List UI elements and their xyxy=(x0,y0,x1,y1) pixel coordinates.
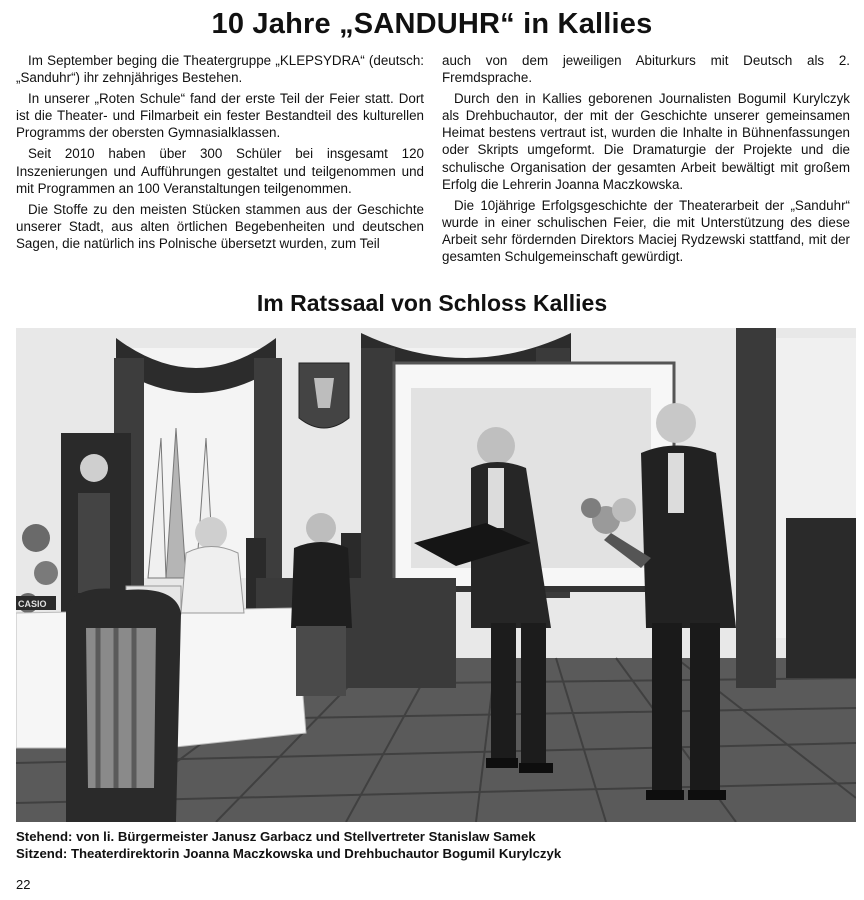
paragraph: Durch den in Kallies geborenen Journalisten Bogumil Kurylczyk als Drehbuchautor, der mit der Geschichte unserer gemeinsamen Heimat bestens vertraut ist, wurden die Inhalte in Bühnenfassungen oder Skripts umgeformt. Die Dramaturgie der Projekte und die schulische Organisation der gesamten Arbeit bewältigt mit großem Erfolg die Lehrerin Joanna Maczkowska. xyxy=(442,91,850,192)
event-photo xyxy=(16,328,856,822)
page-number: 22 xyxy=(16,877,31,892)
section-subtitle: Im Ratssaal von Schloss Kallies xyxy=(256,290,608,316)
paragraph: Die Stoffe zu den meisten Stücken stammen aus der Geschichte unserer Stadt, aus alten örtlichen Begebenheiten und deutschen Sagen, die natürlich ins Polnische übersetzt wurden, zum Teil xyxy=(16,201,424,251)
paragraph: Seit 2010 haben über 300 Schüler bei insgesamt 120 Inszenierungen und Aufführungen gestaltet und teilgenommen und mit Programmen an 100 Veranstaltungen teilgenommen. xyxy=(16,146,424,196)
caption-sitting: Sitzend: Theaterdirektorin Joanna Maczkowska und Drehbuchautor Bogumil Kurylczyk xyxy=(16,846,562,861)
paragraph: In unserer „Roten Schule“ fand der erste Teil der Feier statt. Dort ist die Theater- und Filmarbeit ein fester Bestandteil des kulturellen Programms der obersten Gymnasialklassen. xyxy=(16,91,424,141)
article-title: 10 Jahre „SANDUHR“ in Kallies xyxy=(211,8,653,40)
paragraph: Im September beging die Theatergruppe „KLEPSYDRA“ (deutsch: „Sanduhr“) ihr zehnjähriges Bestehen. xyxy=(16,53,424,86)
article-column-left xyxy=(16,52,424,276)
caption-standing: Stehend: von li. Bürgermeister Janusz Garbacz und Stellvertreter Stanislaw Samek xyxy=(16,829,536,844)
article-column-right xyxy=(442,52,850,276)
paragraph: Die 10jährige Erfolgsgeschichte der Theaterarbeit der „Sanduhr“ wurde in einer schulischen Feier, die mit Unterstützung des diese Arbeit sehr fördernden Direktors Maciej Rydzewski stattfand, mit der gesamten Schulgemeinschaft gewürdigt. xyxy=(442,197,850,265)
article-body xyxy=(16,52,850,276)
photo-caption xyxy=(16,828,850,862)
photo-sign-text: CASIO xyxy=(18,599,47,609)
paragraph: auch von dem jeweiligen Abiturkurs mit Deutsch als 2. Fremdsprache. xyxy=(442,53,850,86)
